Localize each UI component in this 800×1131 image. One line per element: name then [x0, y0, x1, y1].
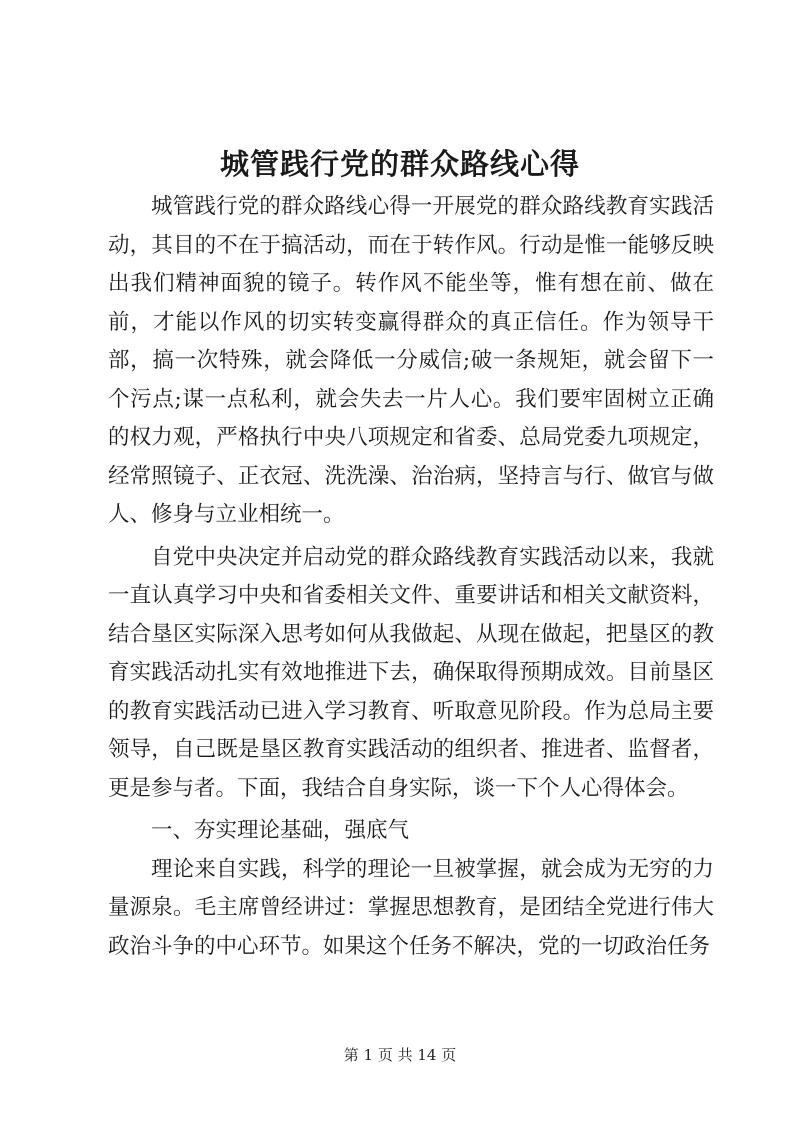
document-body — [108, 188, 714, 970]
document-title: 城管践行党的群众路线心得 — [219, 147, 580, 181]
paragraph-2: 自党中央决定并启动党的群众路线教育实践活动以来，我就一直认真学习中央和省委相关文件、重要讲话和相关文献资料，结合垦区实际深入思考如何从我做起、从现在做起，把垦区的教育实践活动扎实有效地推进下去，确保取得预期成效。目前垦区的教育实践活动已进入学习教育、听取意见阶段。作为总局主要领导，自己既是垦区教育实践活动的组织者、推进者、监督者，更是参与者。下面，我结合自身实际，谈一下个人心得体会。 — [108, 544, 714, 801]
page-number: 第 1 页 共 14 页 — [343, 1046, 457, 1064]
section-paragraph: 理论来自实践，科学的理论一旦被掌握，就会成为无穷的力量源泉。毛主席曾经讲过：掌握思想教育，是团结全党进行伟大政治斗争的中心环节。如果这个任务不解决，党的一切政治任务 — [108, 856, 714, 959]
paragraph-1: 城管践行党的群众路线心得一开展党的群众路线教育实践活动，其目的不在于搞活动，而在于转作风。行动是惟一能够反映出我们精神面貌的镜子。转作风不能坐等，惟有想在前、做在前，才能以作风的切实转变赢得群众的真正信任。作为领导干部，搞一次特殊，就会降低一分威信;破一条规矩，就会留下一个污点;谋一点私利，就会失去一片人心。我们要牢固树立正确的权力观，严格执行中央八项规定和省委、总局党委九项规定，经常照镜子、正衣冠、洗洗澡、治治病，坚持言与行、做官与做人、修身与立业相统一。 — [108, 194, 714, 527]
section-heading: 一、夯实理论基础，强底气 — [151, 818, 410, 843]
